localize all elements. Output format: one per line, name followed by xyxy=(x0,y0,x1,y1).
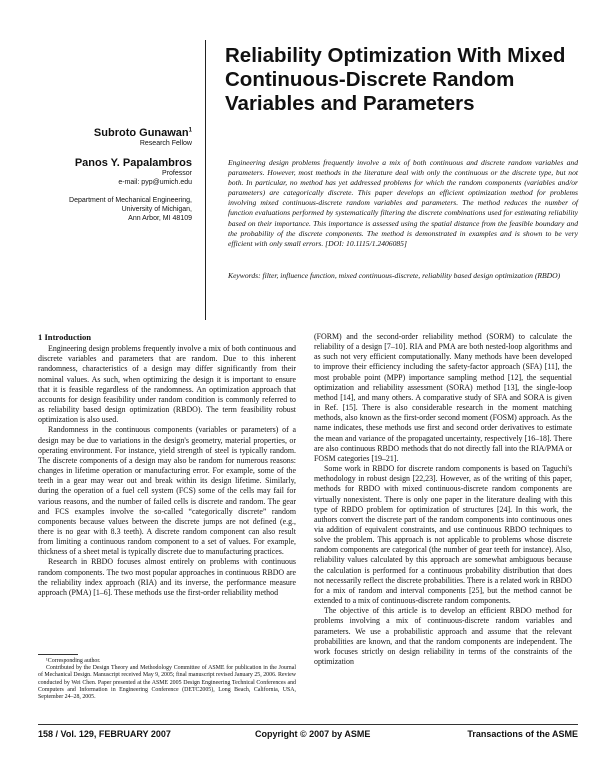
footer-rule xyxy=(38,724,578,725)
column-right xyxy=(314,332,572,667)
affiliation-line: University of Michigan, xyxy=(121,206,192,213)
paper-title: Reliability Optimization With Mixed Continuous-Discrete Random Variables and Parameters xyxy=(225,44,566,115)
footnote-rule xyxy=(38,654,78,655)
footnote: Contributed by the Design Theory and Methodology Committee of ASME for publication in the Journal of Mechanical Design. Manuscript received May 9, 2005; final manuscript revised January 25, 2006. Review conducted by Wei Chen. Paper presented at the ASME 2005 Design Engineering Technical Conferences and Computers and Information in Engineering Conference (DETC2005), Long Beach, California, USA, September 24–28, 2005. xyxy=(38,665,296,701)
paragraph: Some work in RBDO for discrete random components is based on Taguchi's methodology in robust design [22,23]. However, as of the writing of this paper, methods for RBDO with mixed continuous-discrete random components are virtually nonexistent. There is only one paper in the literature dealing with this type of RBDO problem for optimization of structures [24]. In this work, the authors convert the discrete part of the random components into continuous ones via addition of equivalent constraints, and use continuous RBDO techniques to solve the problem. This approach is not applicable to problems whose discrete random components are categorical (the number of gear teeth for instance). Also, reliability values calculated by this approach are somewhat ambiguous because the calculation is performed for a continuous probability distribution that does not necessarily reflect the discrete probabilities. There is a related work in RBDO for a mix of random and interval components [25], but the method cannot be extended to a mix of continuous-discrete random components. xyxy=(314,464,572,606)
paragraph: (FORM) and the second-order reliability method (SORM) to calculate the reliability of a design [7–10]. RIA and PMA are both nested-loop algorithms and as such not very efficient computationally. Many methods have been developed to improve their efficiency including the safety-factor approach (SFA) [11], the most probable point (MPP) importance sampling method [12], the sequential optimization and reliability assessment (SORA) method [13], the single-loop method [14], and many others. A comparative study of SFA and SORA is given in Ref. [15]. There is also considerable research in the moment matching methods, also known as the first-order second moment (FOSM) approach. As the name indicates, these methods use first and second order derivatives to estimate the mean and variance of the propagated uncertainty, respectively [16–18]. There are also continuous RBDO methods that do not directly fall into the RIA/PMA or FOSM categories [19–21]. xyxy=(314,332,572,463)
paragraph: Randomness in the continuous components (variables or parameters) of a design may be due to variations in the design's geometry, material properties, or operating environment. For instance, yield strength of steel is typically random. The discrete components of a design may also be random for numerous reasons: changes in lifetime operation or manufacturing error. For example, some of the teeth in a gear may wear out and break within its design lifetime. Similarly, during the operation of a fuel cell system (FCS) some of the cells may fail for various reasons, and the number of failed cells is discrete and random. The gear and FCS examples involve the so-called “categorically discrete” random components because values between the discrete jumps are not defined (e.g., there is no gear with 8.3 teeth). A discrete random component can also result from limiting a continuous random component to a set of values. For example, thickness of a sheet metal is typically discrete due to manufacturing practices. xyxy=(38,425,296,557)
author-1 xyxy=(94,127,192,148)
paragraph: The objective of this article is to develop an efficient RBDO method for problems involving a mix of continuous-discrete random variables and parameters. We use a probabilistic approach and assume that the relevant probabilities are known, and that the random components are independent. The work focuses strictly on design reliability in terms of the constraints of the optimization xyxy=(314,606,572,666)
title-divider-rule xyxy=(205,40,206,320)
keywords: Keywords: filter, influence function, mixed continuous-discrete, reliability based design optimization (RBDO) xyxy=(228,271,561,280)
author-name: Subroto Gunawan$^1$ xyxy=(93,127,192,139)
author-name: Panos Y. Papalambros xyxy=(74,157,192,169)
abstract: Engineering design problems frequently involve a mix of both continuous and discrete random variables and parameters. However, most methods in the literature deal with only the continuous or the discrete type, but not both. In particular, no method has yet addressed problems for which the random components (variables and/or parameters) are categorically discrete. This paper develops an efficient optimization method for problems involving mixed continuous-discrete random variables and parameters. The method reduces the number of function evaluations performed by systematically filtering the discrete combinations used for estimating reliability based on their importance. This importance is assessed using the spatial distance from the feasible boundary and the probability of the discrete components. The method is demonstrated in examples and is shown to be very efficient with only small errors. [DOI: 10.1115/1.2406085] xyxy=(228,158,578,248)
paragraph: Research in RBDO focuses almost entirely on problems with continuous random components. The two most popular approaches in continuous RBDO are the reliability index approach (RIA) and its inverse, the performance measure approach (PMA) [1–6]. These methods use the first-order reliability method xyxy=(38,557,296,597)
footnote: ¹Corresponding author. xyxy=(46,658,101,664)
column-left xyxy=(38,332,296,598)
author-2 xyxy=(75,157,192,187)
affiliation xyxy=(69,196,192,223)
author-email: e-mail: pyp@umich.edu xyxy=(118,179,192,186)
footer-page-info: 158 / Vol. 129, FEBRUARY 2007 xyxy=(38,729,171,739)
author-title: Professor xyxy=(162,170,192,177)
affiliation-line: Ann Arbor, MI 48109 xyxy=(128,215,192,222)
affiliation-line: Department of Mechanical Engineering, xyxy=(69,197,192,204)
author-title: Research Fellow xyxy=(139,140,192,147)
paragraph: Engineering design problems frequently involve a mix of both continuous and discrete variables and parameters that are random. Due to this inherent randomness, characteristics of a design may differ significantly from their nominal values. As such, when optimizing the design it is important to ensure that it is feasible regardless of the randomness. An optimization approach that accounts for design feasibility under random condition is commonly referred to as reliability based design optimization (RBDO). The term feasibility robust optimization is also used. xyxy=(38,344,296,425)
section-heading: 1 Introduction xyxy=(38,332,92,342)
footnotes xyxy=(38,658,296,701)
footer-journal: Transactions of the ASME xyxy=(467,729,578,739)
footer-copyright: Copyright © 2007 by ASME xyxy=(255,729,371,739)
